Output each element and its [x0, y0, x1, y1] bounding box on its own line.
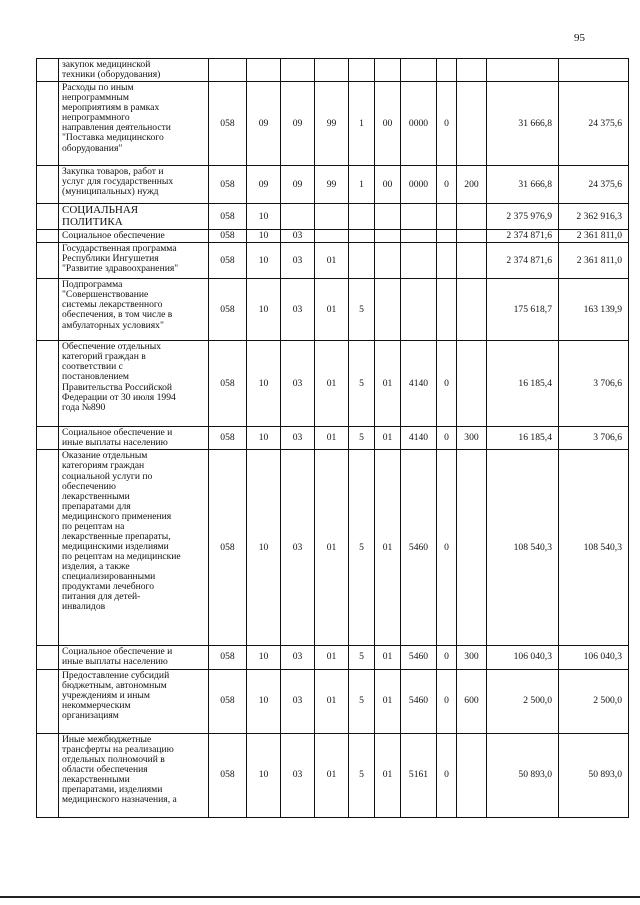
page-number: 95	[574, 32, 585, 44]
event-code-cell	[375, 230, 401, 243]
ministry-code-cell: 058	[209, 669, 247, 733]
section-code-cell: 10	[247, 669, 281, 733]
section-code-cell: 10	[247, 646, 281, 669]
sub-direction-cell: 0	[437, 450, 457, 646]
budget-table	[36, 58, 629, 818]
description-cell: Расходы по иным непрограммным мероприятиям в рамках непрограммного направления деятельности "Поставка медицинского оборудования"	[59, 82, 209, 166]
event-code-cell: 01	[375, 669, 401, 733]
description-cell: Иные межбюджетные трансферты на реализацию отдельных полномочий в области обеспечения лекарственными препаратами, изделиями медицинского назначения, а	[59, 733, 209, 817]
amount-year2-cell: 3 706,6	[559, 341, 629, 427]
index-cell	[37, 279, 59, 341]
description-cell: Государственная программа Республики Ингушетия "Развитие здравоохранения"	[59, 243, 209, 279]
subprogram-code-cell: 1	[349, 166, 375, 204]
sub-direction-cell: 0	[437, 646, 457, 669]
subprogram-code-cell: 5	[349, 733, 375, 817]
index-cell	[37, 341, 59, 427]
program-code-cell: 01	[315, 646, 349, 669]
event-code-cell: 01	[375, 427, 401, 450]
table-row	[37, 733, 629, 817]
direction-code-cell	[401, 279, 437, 341]
index-cell	[37, 450, 59, 646]
program-code-cell	[315, 230, 349, 243]
ministry-code-cell: 058	[209, 733, 247, 817]
index-cell	[37, 230, 59, 243]
ministry-code-cell: 058	[209, 450, 247, 646]
subsection-code-cell: 03	[281, 230, 315, 243]
index-cell	[37, 427, 59, 450]
direction-code-cell: 5460	[401, 646, 437, 669]
section-code-cell: 10	[247, 279, 281, 341]
direction-code-cell: 4140	[401, 341, 437, 427]
subsection-code-cell: 03	[281, 669, 315, 733]
program-code-cell: 01	[315, 279, 349, 341]
direction-code-cell: 5161	[401, 733, 437, 817]
expense-type-cell	[457, 733, 487, 817]
subsection-code-cell: 03	[281, 646, 315, 669]
expense-type-cell	[457, 230, 487, 243]
table-row	[37, 59, 629, 82]
amount-year1-cell: 2 375 976,9	[487, 204, 559, 230]
amount-year2-cell: 106 040,3	[559, 646, 629, 669]
section-code-cell: 10	[247, 341, 281, 427]
bottom-scan-edge	[0, 896, 640, 898]
event-code-cell: 01	[375, 341, 401, 427]
amount-year1-cell: 31 666,8	[487, 166, 559, 204]
amount-year1-cell: 108 540,3	[487, 450, 559, 646]
direction-code-cell	[401, 243, 437, 279]
table-row	[37, 204, 629, 230]
direction-code-cell	[401, 204, 437, 230]
table-row	[37, 427, 629, 450]
subsection-code-cell: 03	[281, 733, 315, 817]
section-code-cell: 09	[247, 82, 281, 166]
amount-year1-cell: 2 374 871,6	[487, 230, 559, 243]
direction-code-cell	[401, 59, 437, 82]
section-code-cell: 09	[247, 166, 281, 204]
program-code-cell: 99	[315, 82, 349, 166]
event-code-cell: 00	[375, 82, 401, 166]
amount-year1-cell: 16 185,4	[487, 427, 559, 450]
program-code-cell: 01	[315, 427, 349, 450]
direction-code-cell	[401, 230, 437, 243]
ministry-code-cell: 058	[209, 341, 247, 427]
amount-year1-cell: 16 185,4	[487, 341, 559, 427]
description-cell: Социальное обеспечение и иные выплаты населению	[59, 427, 209, 450]
expense-type-cell: 300	[457, 646, 487, 669]
program-code-cell	[315, 204, 349, 230]
amount-year2-cell: 108 540,3	[559, 450, 629, 646]
description-cell: Социальное обеспечение	[59, 230, 209, 243]
index-cell	[37, 733, 59, 817]
amount-year2-cell: 2 361 811,0	[559, 243, 629, 279]
subsection-code-cell: 03	[281, 243, 315, 279]
subsection-code-cell: 09	[281, 166, 315, 204]
description-cell: Оказание отдельным категориям граждан социальной услуги по обеспечению лекарственными препаратами для медицинского применения по рецептам на лекарственные препараты, медицинскими изделиями по рецептам на медицинские изделия, а также специализированными продуктами лечебного питания для детей- инвалидов	[59, 450, 209, 646]
event-code-cell	[375, 279, 401, 341]
subsection-code-cell: 09	[281, 82, 315, 166]
expense-type-cell: 600	[457, 669, 487, 733]
sub-direction-cell	[437, 59, 457, 82]
subsection-code-cell: 03	[281, 450, 315, 646]
index-cell	[37, 646, 59, 669]
description-cell: Обеспечение отдельных категорий граждан в соответствии с постановлением Правительства Российской Федерации от 30 июля 1994 года №890	[59, 341, 209, 427]
expense-type-cell	[457, 341, 487, 427]
direction-code-cell: 4140	[401, 427, 437, 450]
direction-code-cell: 5460	[401, 669, 437, 733]
amount-year1-cell: 106 040,3	[487, 646, 559, 669]
program-code-cell: 01	[315, 341, 349, 427]
index-cell	[37, 204, 59, 230]
table-row	[37, 243, 629, 279]
subsection-code-cell	[281, 204, 315, 230]
subprogram-code-cell: 5	[349, 341, 375, 427]
description-cell: Социальное обеспечение и иные выплаты населению	[59, 646, 209, 669]
subprogram-code-cell	[349, 59, 375, 82]
expense-type-cell: 300	[457, 427, 487, 450]
program-code-cell: 99	[315, 166, 349, 204]
ministry-code-cell: 058	[209, 427, 247, 450]
table-row	[37, 279, 629, 341]
program-code-cell: 01	[315, 243, 349, 279]
program-code-cell: 01	[315, 733, 349, 817]
table-row	[37, 646, 629, 669]
direction-code-cell: 0000	[401, 82, 437, 166]
sub-direction-cell	[437, 243, 457, 279]
sub-direction-cell: 0	[437, 669, 457, 733]
subsection-code-cell: 03	[281, 427, 315, 450]
expense-type-cell	[457, 279, 487, 341]
sub-direction-cell: 0	[437, 82, 457, 166]
amount-year2-cell: 24 375,6	[559, 166, 629, 204]
section-code-cell: 10	[247, 450, 281, 646]
subprogram-code-cell: 5	[349, 646, 375, 669]
subprogram-code-cell: 5	[349, 450, 375, 646]
expense-type-cell	[457, 59, 487, 82]
expense-type-cell: 200	[457, 166, 487, 204]
subprogram-code-cell	[349, 243, 375, 279]
event-code-cell	[375, 204, 401, 230]
amount-year1-cell: 2 500,0	[487, 669, 559, 733]
index-cell	[37, 669, 59, 733]
sub-direction-cell: 0	[437, 166, 457, 204]
amount-year2-cell: 3 706,6	[559, 427, 629, 450]
sub-direction-cell: 0	[437, 341, 457, 427]
ministry-code-cell: 058	[209, 82, 247, 166]
amount-year2-cell: 2 361 811,0	[559, 230, 629, 243]
subprogram-code-cell: 5	[349, 427, 375, 450]
subsection-code-cell: 03	[281, 279, 315, 341]
description-cell: Подпрограмма "Совершенствование системы лекарственного обеспечения, в том числе в амбулаторных условиях"	[59, 279, 209, 341]
ministry-code-cell	[209, 59, 247, 82]
description-cell: Предоставление субсидий бюджетным, автономным учреждениям и иным некоммерческим организациям	[59, 669, 209, 733]
ministry-code-cell: 058	[209, 204, 247, 230]
sub-direction-cell: 0	[437, 733, 457, 817]
ministry-code-cell: 058	[209, 646, 247, 669]
program-code-cell: 01	[315, 669, 349, 733]
amount-year2-cell: 2 500,0	[559, 669, 629, 733]
subprogram-code-cell	[349, 204, 375, 230]
sub-direction-cell: 0	[437, 427, 457, 450]
amount-year2-cell: 24 375,6	[559, 82, 629, 166]
ministry-code-cell: 058	[209, 230, 247, 243]
subprogram-code-cell	[349, 230, 375, 243]
description-cell: закупок медицинской техники (оборудования)	[59, 59, 209, 82]
amount-year1-cell: 175 618,7	[487, 279, 559, 341]
event-code-cell: 01	[375, 733, 401, 817]
table-row	[37, 82, 629, 166]
section-code-cell: 10	[247, 243, 281, 279]
expense-type-cell	[457, 450, 487, 646]
section-code-cell: 10	[247, 427, 281, 450]
amount-year1-cell: 50 893,0	[487, 733, 559, 817]
description-cell: СОЦИАЛЬНАЯ ПОЛИТИКА	[59, 204, 209, 230]
section-code-cell: 10	[247, 733, 281, 817]
table-row	[37, 669, 629, 733]
direction-code-cell: 0000	[401, 166, 437, 204]
sub-direction-cell	[437, 204, 457, 230]
amount-year1-cell: 2 374 871,6	[487, 243, 559, 279]
subprogram-code-cell: 5	[349, 279, 375, 341]
table-row	[37, 166, 629, 204]
table-body	[37, 59, 629, 818]
table-row	[37, 341, 629, 427]
expense-type-cell	[457, 243, 487, 279]
sub-direction-cell	[437, 230, 457, 243]
sub-direction-cell	[437, 279, 457, 341]
subsection-code-cell: 03	[281, 341, 315, 427]
amount-year2-cell: 50 893,0	[559, 733, 629, 817]
expense-type-cell	[457, 204, 487, 230]
ministry-code-cell: 058	[209, 166, 247, 204]
section-code-cell: 10	[247, 204, 281, 230]
table-row	[37, 450, 629, 646]
section-code-cell: 10	[247, 230, 281, 243]
table-row	[37, 230, 629, 243]
amount-year1-cell	[487, 59, 559, 82]
index-cell	[37, 82, 59, 166]
event-code-cell	[375, 59, 401, 82]
event-code-cell: 01	[375, 646, 401, 669]
event-code-cell	[375, 243, 401, 279]
expense-type-cell	[457, 82, 487, 166]
event-code-cell: 00	[375, 166, 401, 204]
amount-year2-cell: 163 139,9	[559, 279, 629, 341]
subprogram-code-cell: 5	[349, 669, 375, 733]
ministry-code-cell: 058	[209, 243, 247, 279]
program-code-cell: 01	[315, 450, 349, 646]
amount-year1-cell: 31 666,8	[487, 82, 559, 166]
subsection-code-cell	[281, 59, 315, 82]
program-code-cell	[315, 59, 349, 82]
amount-year2-cell	[559, 59, 629, 82]
section-code-cell	[247, 59, 281, 82]
ministry-code-cell: 058	[209, 279, 247, 341]
amount-year2-cell: 2 362 916,3	[559, 204, 629, 230]
index-cell	[37, 59, 59, 82]
event-code-cell: 01	[375, 450, 401, 646]
subprogram-code-cell: 1	[349, 82, 375, 166]
index-cell	[37, 166, 59, 204]
direction-code-cell: 5460	[401, 450, 437, 646]
description-cell: Закупка товаров, работ и услуг для государственных (муниципальных) нужд	[59, 166, 209, 204]
index-cell	[37, 243, 59, 279]
